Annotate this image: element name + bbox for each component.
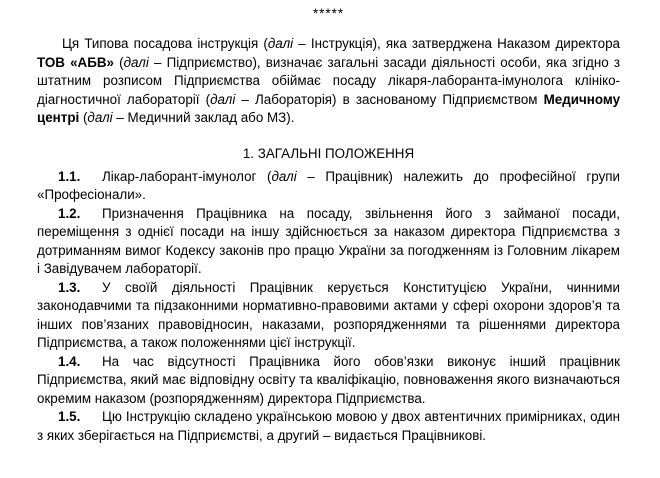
intro-text: – Інструкція), яка затверджена Наказом директора	[293, 36, 620, 51]
intro-text: – Підприємство), визначає загальні засади діяльності особи, яка згідно з штатним розписом Підприємства обіймає посаду лікаря-лаборанта-імунолога клініко-діагностичної лабораторії (	[37, 54, 620, 107]
separator-stars: *****	[312, 6, 345, 21]
clause-number: 1.3.	[58, 279, 81, 295]
clause-1-1	[37, 168, 620, 205]
intro-abbr: далі	[210, 91, 236, 107]
intro-text: – Медичний заклад або МЗ).	[112, 110, 295, 125]
intro-abbr: далі	[267, 36, 294, 51]
intro-abbr: далі	[123, 54, 149, 70]
intro-text: – Лабораторія) в заснованому Підприємством	[235, 91, 544, 107]
clause-text: – Працівник) належить до професійної групи «Професіонали».	[37, 168, 621, 202]
clause-text: У своїй діяльності Працівник керується Конституцією України, чинними законодавчими та підзаконними нормативно-правовими актами у сфері охорони здоров’я та інших пов’язаних правовідносин, наказами, розпорядженнями та рішеннями директора Підприємства, а також положеннями цієї інструкції.	[37, 279, 620, 350]
document-page	[37, 0, 620, 445]
clause-number: 1.4.	[58, 353, 81, 369]
clause-number: 1.1.	[58, 168, 81, 184]
clause-number: 1.2.	[58, 205, 81, 221]
clause-1-3	[37, 279, 620, 353]
clause-number: 1.5.	[58, 409, 81, 424]
clause-text: На час відсутності Працівника його обов’язки виконує інший працівник Підприємства, який має відповідну освіту та кваліфікацію, повноваження якого визначаються окремим наказом (розпорядженням) директора Підприємства.	[37, 353, 620, 406]
clause-text: Призначення Працівника на посаду, звільнення його з займаної посади, переміщення з однієї посади на іншу здійснюється за наказом директора Підприємства з дотриманням вимог Кодексу законів про працю України за погодженням із Головним лікарем і Завідувачем лабораторії.	[37, 205, 620, 276]
clause-text: Лікар-лаборант-імунолог (	[102, 168, 272, 184]
clause-1-2	[37, 205, 620, 279]
section-heading: 1. ЗАГАЛЬНІ ПОЛОЖЕННЯ	[242, 145, 415, 161]
clause-text: Цю Інструкцію складено українською мовою у двох автентичних примірниках, один з яких зберігається на Підприємстві, а другий – видається Працівникові.	[37, 409, 620, 443]
intro-abbr: далі	[87, 110, 113, 125]
intro-text: (	[113, 54, 124, 70]
intro-text: Ця Типова посадова інструкція (	[62, 36, 268, 51]
company-name: ТОВ «АБВ»	[37, 54, 114, 70]
clause-1-5	[37, 408, 620, 445]
intro-paragraph	[37, 35, 620, 128]
clause-1-4	[37, 353, 620, 409]
medical-center-name: Медичному центрі	[37, 91, 621, 125]
intro-text: (	[79, 110, 88, 125]
clause-abbr: далі	[271, 168, 297, 184]
